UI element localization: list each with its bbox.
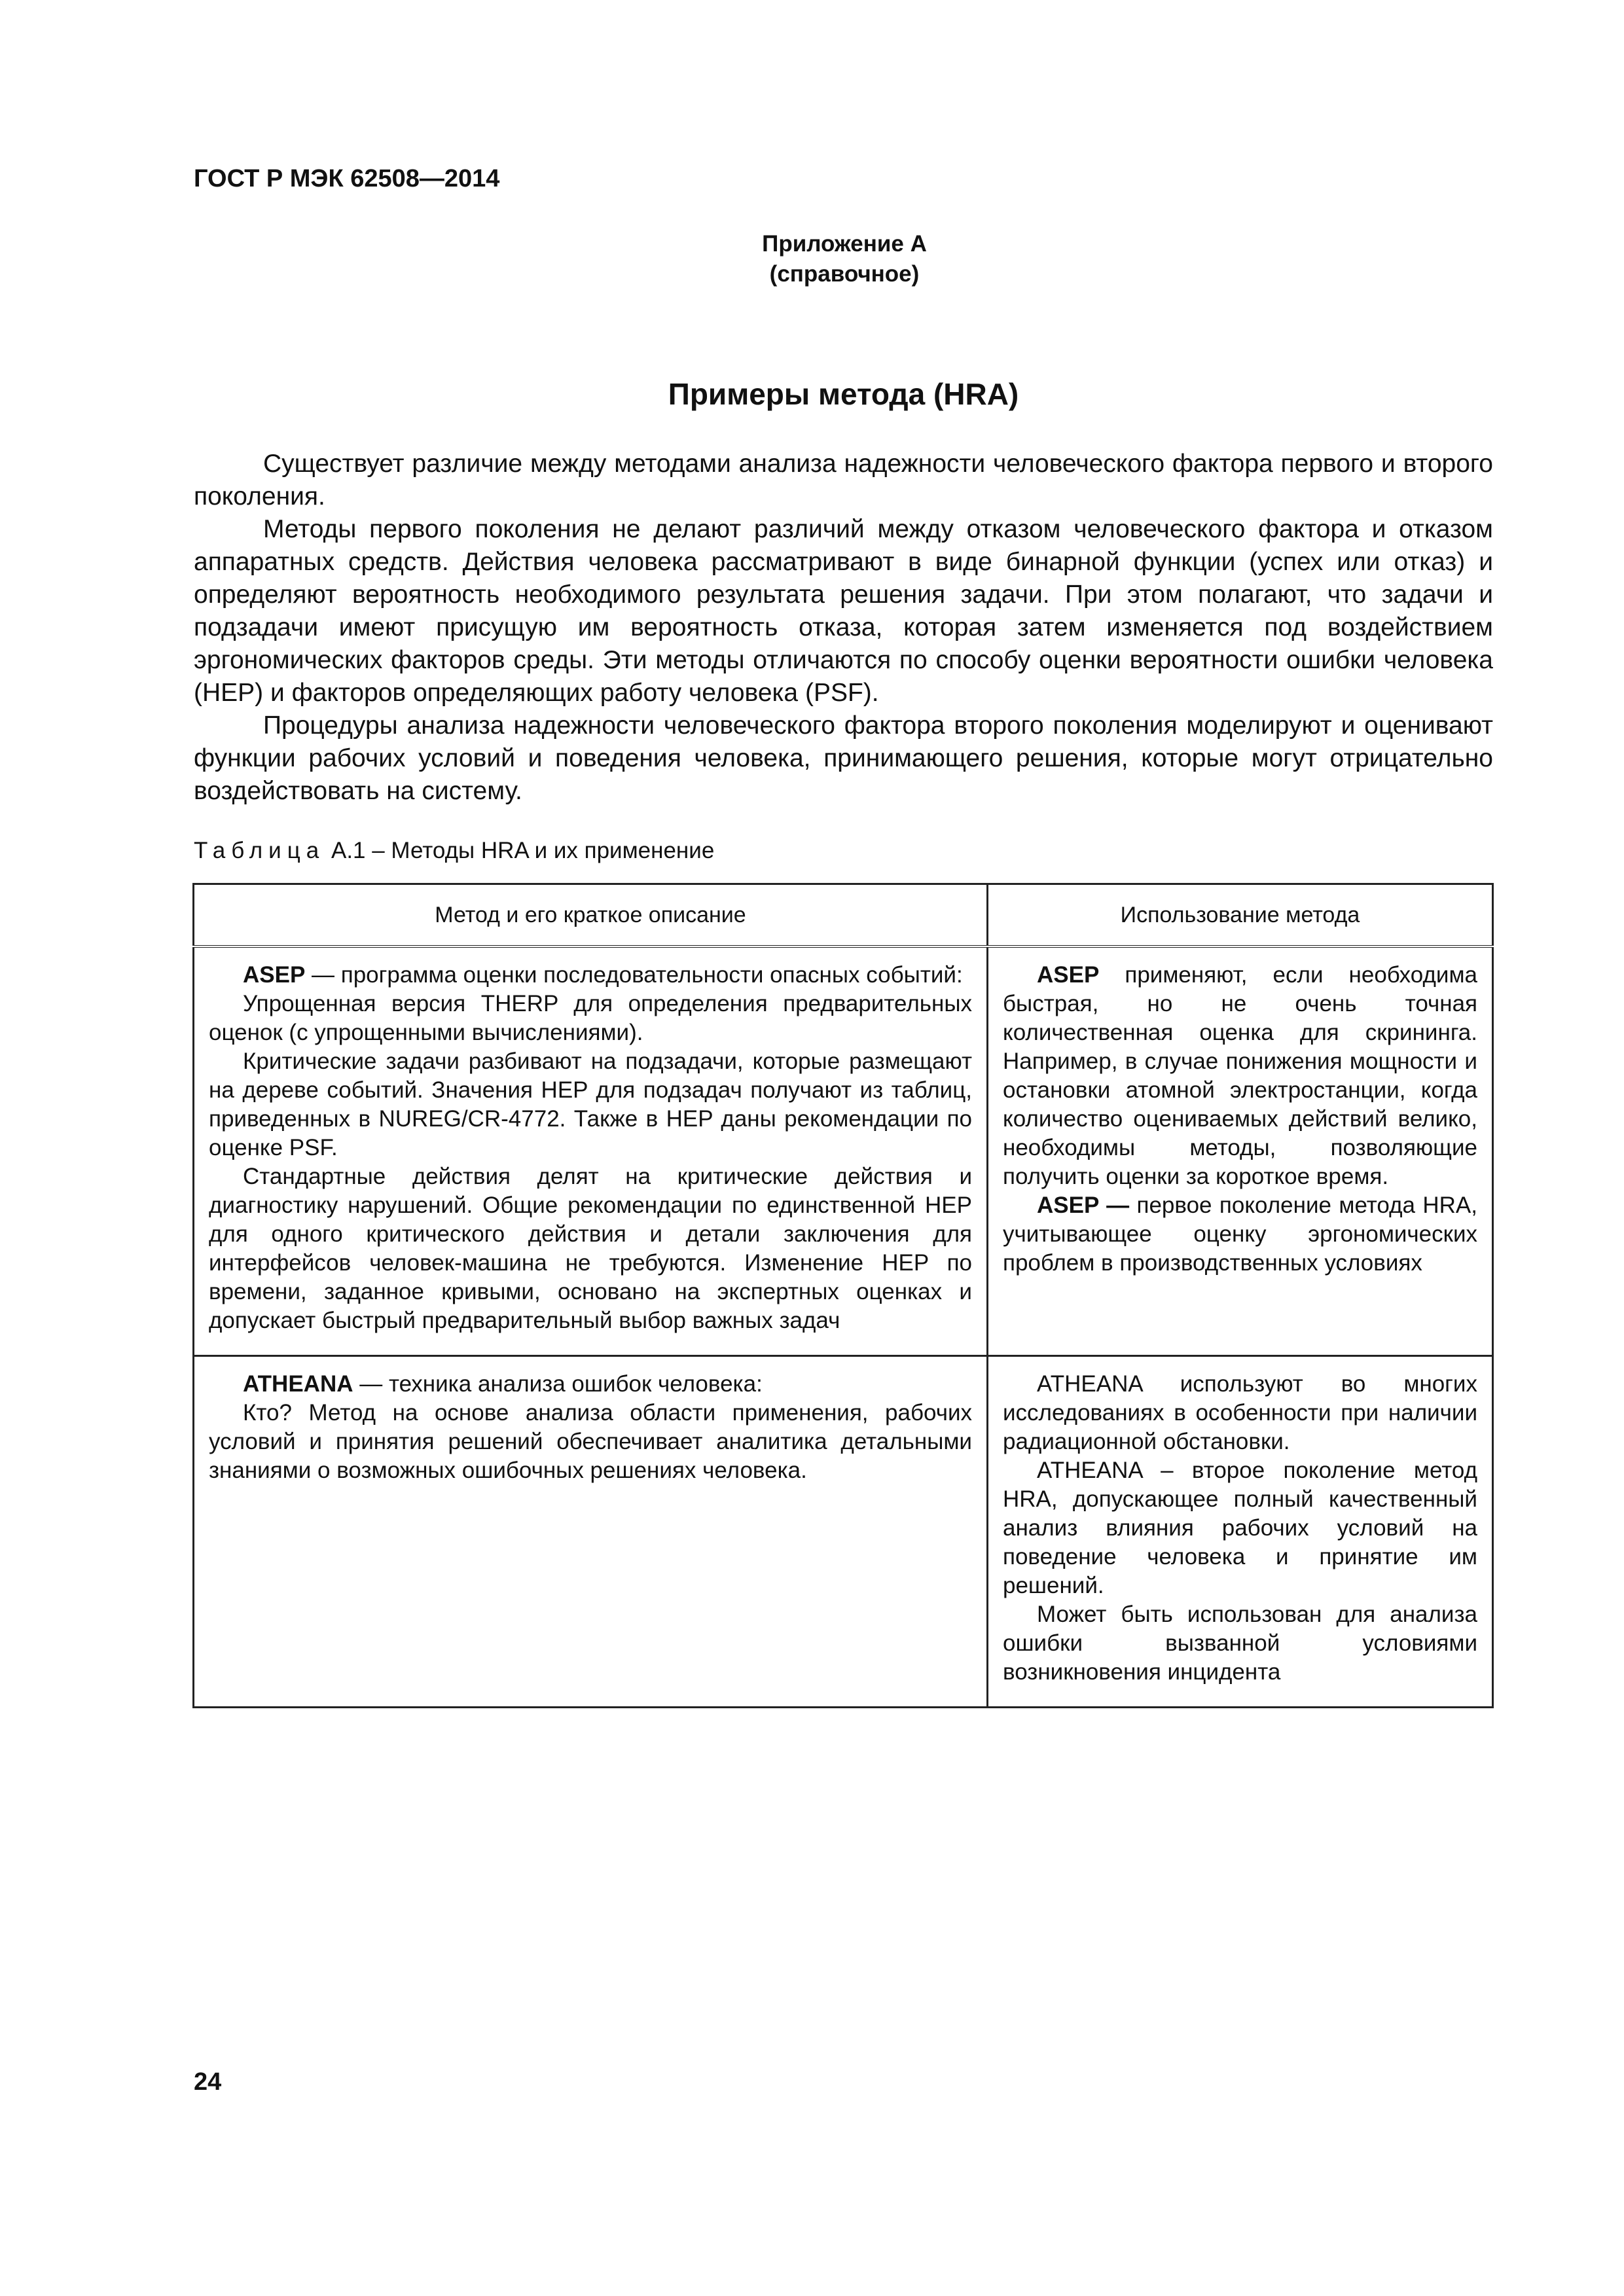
method-paragraph: Стандартные действия делят на критические действия и диагностику нарушений. Общие рекомендации по единственной HEP для одного критического действия и детали заключения для интерфейсов человек-машина не требуются. Изменение HEP по времени, заданное кривыми, основано на экспертных оценках и допускает быстрый предварительный выбор важных задач <box>209 1164 972 1333</box>
usage-cell <box>988 1356 1493 1708</box>
method-lead <box>209 961 972 990</box>
usage-paragraph: ATHEANA – второе поколение метод HRA, допускающее полный качественный анализ влияния рабочих условий на поведение человека и принятие им решений. <box>1003 1458 1477 1598</box>
table-header-row <box>194 884 1493 947</box>
usage-method-name: ASEP — <box>1037 1193 1130 1218</box>
table-caption-label: Таблица <box>194 838 325 863</box>
method-name: ATHEANA <box>243 1371 353 1397</box>
annex-status: (справочное) <box>769 261 920 287</box>
method-cell <box>194 1356 988 1708</box>
paragraph: Методы первого поколения не делают различий между отказом человеческого фактора и отказом аппаратных средств. Действия человека рассматривают в виде бинарной функции (успех или отказ) и определяют вероятность необходимого результата решения задачи. При этом полагают, что задачи и подзадачи имеют присущую им вероятность отказа, которая затем изменяется под воздействием эргономических факторов среды. Эти методы отличаются по способу оценки вероятности ошибки человека (HEP) и факторов определяющих работу человека (PSF). <box>194 515 1493 707</box>
method-cell <box>194 946 988 1356</box>
page-number: 24 <box>194 2068 222 2096</box>
usage-paragraph <box>1003 1191 1477 1278</box>
method-name: ASEP <box>243 962 306 988</box>
paragraph: Процедуры анализа надежности человеческого фактора второго поколения моделируют и оценивают функции рабочих условий и поведения человека, принимающего решения, которые могут отрицательно воздействовать на систему. <box>194 711 1493 805</box>
method-definition: — техника анализа ошибок человека: <box>353 1371 763 1397</box>
usage-cell <box>988 946 1493 1356</box>
table-caption-text: А.1 – Методы HRA и их применение <box>331 838 715 863</box>
method-paragraph: Упрощенная версия THERP для определения предварительных оценок (с упрощенными вычислениями). <box>209 991 972 1045</box>
table-row <box>194 946 1493 1356</box>
column-header-usage: Использование метода <box>988 884 1493 947</box>
usage-text: первое поколение метода HRA, учитывающее оценку эргономических проблем в производственных условиях <box>1003 1193 1478 1276</box>
annex-heading <box>655 229 1034 289</box>
body-text <box>194 448 1493 808</box>
method-definition: — программа оценки последовательности опасных событий: <box>305 962 963 988</box>
usage-text: применяют, если необходима быстрая, но не очень точная количественная оценка для скрининга. Например, в случае понижения мощности и остановки атомной электростанции, когда количество оцениваемых действий велико, необходимы методы, позволяющие получить оценки за короткое время. <box>1003 962 1477 1189</box>
page-title: Примеры метода (HRA) <box>668 377 1019 411</box>
table-row <box>194 1356 1493 1708</box>
usage-paragraph <box>1003 961 1477 1191</box>
method-paragraph: Кто? Метод на основе анализа области применения, рабочих условий и принятия решений обеспечивает аналитика детальными знаниями о возможных ошибочных решениях человека. <box>209 1400 972 1483</box>
hra-methods-table <box>192 883 1494 1708</box>
usage-paragraph: ATHEANA используют во многих исследованиях в особенности при наличии радиационной обстановки. <box>1003 1371 1477 1454</box>
table-body <box>194 946 1493 1708</box>
table-caption <box>194 838 714 864</box>
usage-method-name: ASEP <box>1037 962 1100 988</box>
method-lead <box>209 1370 972 1399</box>
column-header-method: Метод и его краткое описание <box>194 884 988 947</box>
method-paragraph: Критические задачи разбивают на подзадачи, которые размещают на дереве событий. Значения HEP для подзадач получают из таблиц, приведенных в NUREG/CR-4772. Также в HEP даны рекомендации по оценке PSF. <box>209 1049 972 1160</box>
usage-paragraph: Может быть использован для анализа ошибки вызванной условиями возникновения инцидента <box>1003 1602 1477 1685</box>
paragraph: Существует различие между методами анализа надежности человеческого фактора первого и второго поколения. <box>194 450 1493 511</box>
table-head <box>194 884 1493 947</box>
annex-title: Приложение А <box>762 231 927 257</box>
standard-code: ГОСТ Р МЭК 62508—2014 <box>194 165 500 192</box>
